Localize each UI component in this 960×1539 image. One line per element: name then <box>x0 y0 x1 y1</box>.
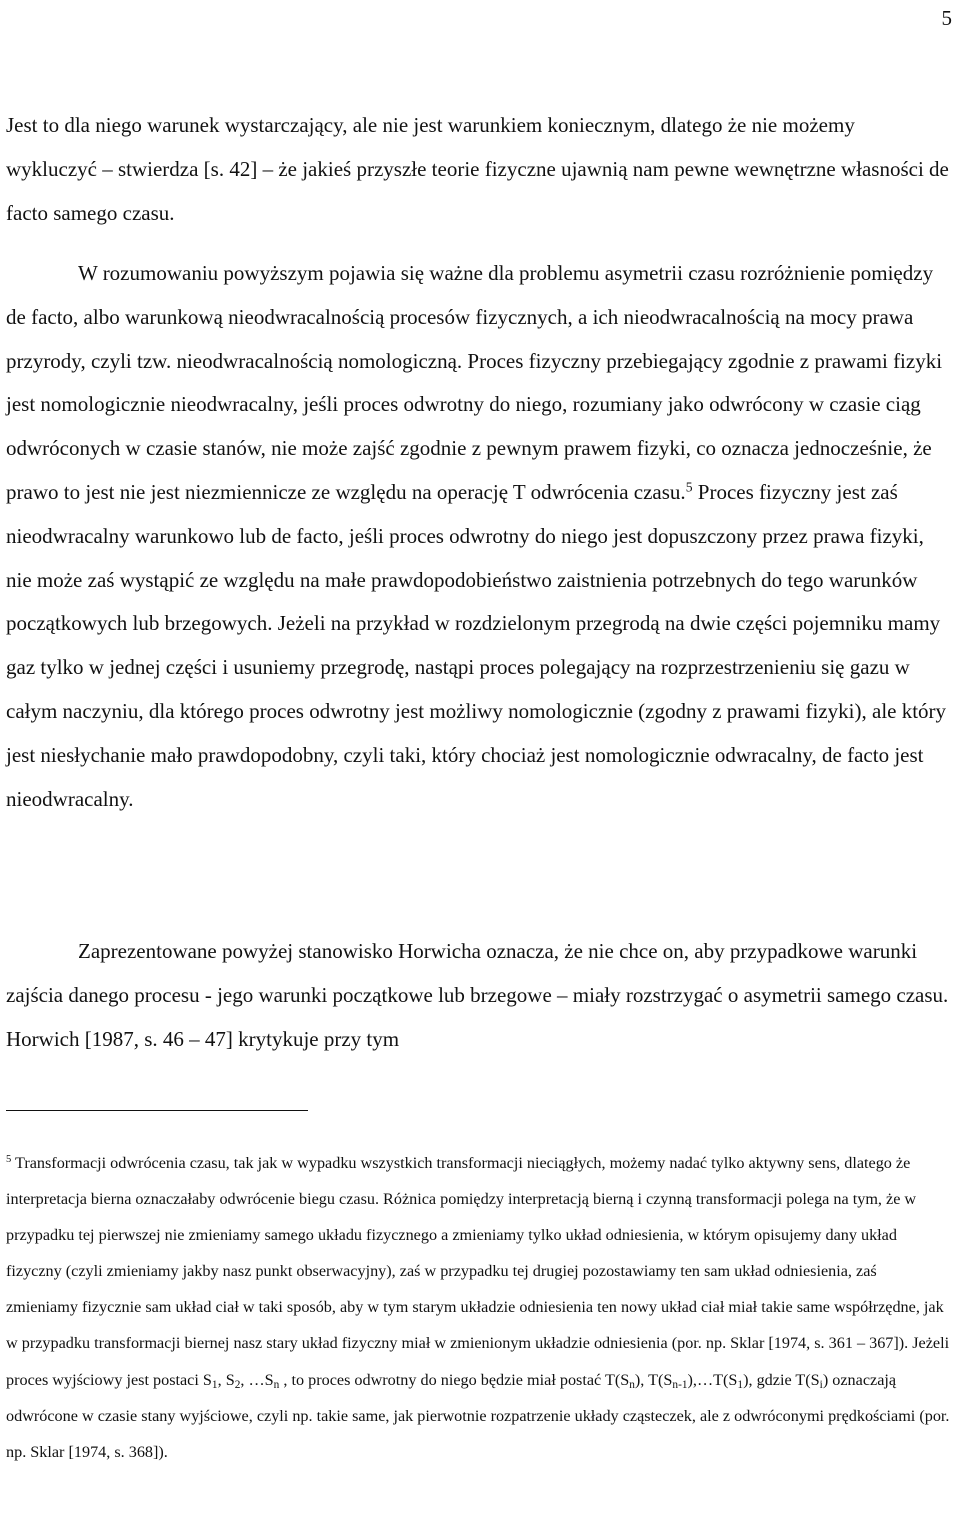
footnote-text: , S <box>217 1370 235 1389</box>
subscript: n-1 <box>672 1378 688 1391</box>
footnote-text: ), T(S <box>634 1370 673 1389</box>
subscript: i <box>819 1378 823 1391</box>
subscript: n <box>273 1378 280 1391</box>
footnote-text: , to proces odwrotny do niego będzie miał postać T(S <box>279 1370 630 1389</box>
paragraph-2 <box>6 252 950 821</box>
page-number: 5 <box>941 6 952 30</box>
paragraph-3: Zaprezentowane powyżej stanowisko Horwicha oznacza, że nie chce on, aby przypadkowe warunki zajścia danego procesu - jego warunki początkowe lub brzegowe – miały rozstrzygać o asymetrii samego czasu. Horwich [1987, s. 46 – 47] krytykuje przy tym <box>6 939 949 1051</box>
paragraph-2-text-a: W rozumowaniu powyższym pojawia się ważne dla problemu asymetrii czasu rozróżnienie pomiędzy de facto, albo warunkową nieodwracalnością procesów fizycznych, a ich nieodwracalnością na mocy prawa przyrody, czyli tzw. nieodwracalnością nomologiczną. Proces fizyczny przebiegający zgodnie z prawami fizyki jest nomologicznie nieodwracalny, jeśli proces odwrotny do niego, rozumiany jako odwrócony w czasie ciąg odwróconych w czasie stanów, nie może zajść zgodnie z pewnym prawem fizyki, co oznacza jednocześnie, że prawo to jest nie jest niezmiennicze ze względu na operację T odwrócenia czasu. <box>6 261 943 504</box>
paragraph-1: Jest to dla niego warunek wystarczający, ale nie jest warunkiem koniecznym, dlatego że nie możemy wykluczyć – stwierdza [s. 42] – że jakieś przyszłe teorie fizyczne ujawnią nam pewne wewnętrzne własności de facto samego czasu. <box>6 113 949 225</box>
subscript: n <box>629 1378 635 1391</box>
paragraph-2-text-b: Proces fizyczny jest zaś nieodwracalny warunkowo lub de facto, jeśli proces odwrotny do niego jest dopuszczony przez prawa fizyki, nie może zaś wystąpić ze względu na małe prawdopodobieństwo zaistnienia potrzebnych do tego warunków początkowych lub brzegowych. Jeżeli na przykład w rozdzielonym przegrodą na dwie części pojemniku mamy gaz tylko w jednej części i usuniemy przegrodę, nastąpi proces polegający na rozprzestrzenieniu się gazu w całym naczyniu, dla którego proces odwrotny jest możliwy nomologicznie (zgodny z prawami fizyki), ale który jest niesłychanie mało prawdopodobny, czyli taki, który chociaż jest nomologicznie odwracalny, de facto jest nieodwracalny. <box>6 479 947 811</box>
footnote-text: ) oznaczają odwrócone w czasie stany wyjściowe, czyli np. takie same, jak pierwotnie rozpatrzenie układy cząsteczek, ale z odwróconymi prędkościami (por. np. Sklar [1974, s. 368]). <box>6 1370 950 1461</box>
footnote-text: Transformacji odwrócenia czasu, tak jak w wypadku wszystkich transformacji nieciągłych, możemy nadać tylko aktywny sens, dlatego że interpretacja bierna oznaczałaby odwrócenie biegu czasu. Różnica pomiędzy interpretacją bierną i czynną transformacji polega na tym, że w przypadku tej pierwszej nie zmieniamy samego układu fizycznego a zmieniamy tylko układ odniesienia, w którym opisujemy dany układ fizyczny (czyli zmieniamy jakby nasz punkt obserwacyjny), zaś w przypadku tej drugiej pozostawiamy ten sam układ odniesienia, zaś zmieniamy fizycznie sam układ ciał w taki sposób, aby w tym starym układzie odniesienia ten nowy układ ciał miał takie same współrzędne, jak w przypadku transformacji biernej nasz stary układ fizyczny miał w zmienionym układzie odniesienia (por. np. Sklar [1974, s. 361 – 367]). Jeżeli proces wyjściowy jest postaci S <box>6 1154 950 1389</box>
subscript: 2 <box>234 1378 241 1391</box>
footnote <box>6 1145 950 1470</box>
subscript: 1 <box>737 1378 744 1391</box>
subscript: 1 <box>211 1378 218 1391</box>
footnote-text: , …S <box>240 1370 274 1389</box>
footnote-text: ), gdzie T(S <box>743 1370 820 1389</box>
footnote-separator <box>6 1110 308 1111</box>
footnote-marker: 5 <box>6 1154 12 1166</box>
footnote-reference: 5 <box>685 479 693 495</box>
footnote-text: ),…T(S <box>687 1370 738 1389</box>
